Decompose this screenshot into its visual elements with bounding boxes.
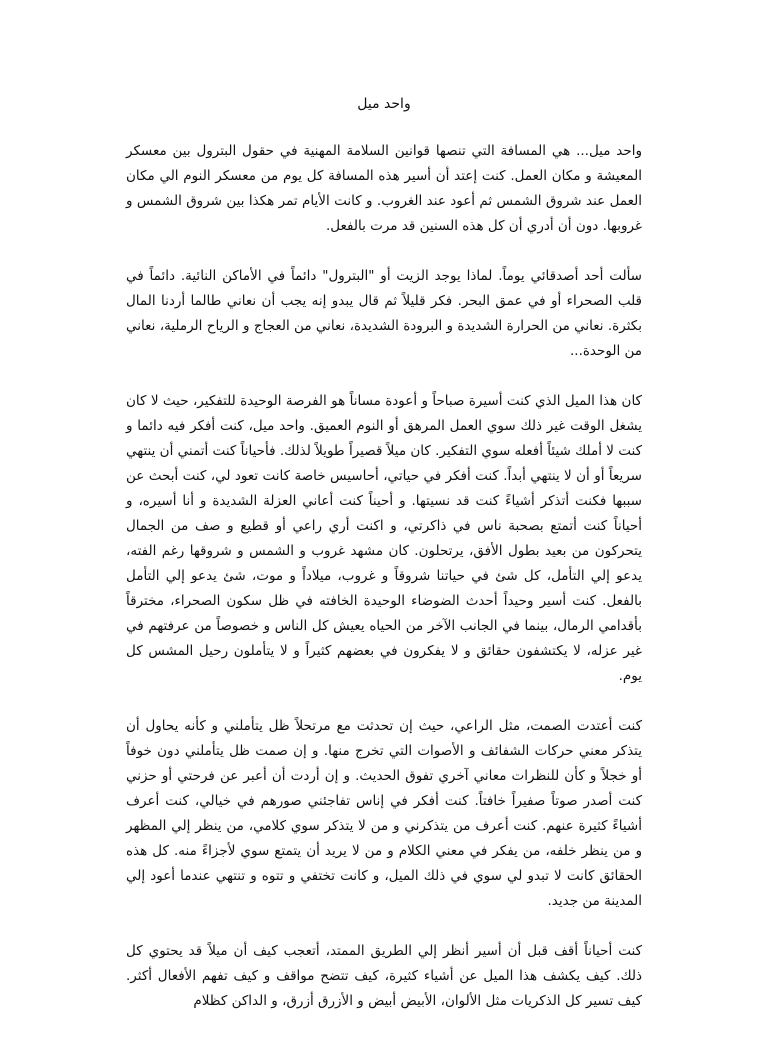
paragraph-3: كان هذا الميل الذي كنت أسيرة صباحاً و أعودة مساناً هو الفرصة الوحيدة للتفكير، حيث لا كان يشغل الوقت غير ذلك سوي العمل المرهق أو النوم العميق. واحد ميل، كنت أفكر فيه دائما و كنت لا أملك شيئاً أفعله سوي التفكير. كان ميلاً قصيراً طويلاً لذلك. فأحياناً كنت أتمني أن ينتهي سريعاً أو أن لا ينتهي أبداً. كنت أفكر في حياتي، أحاسيس خاصة كانت تعود لي، كنت أبحث عن سببها فكنت أتذكر أشياءً كنت قد نسيتها. و أحيناً كنت أعاني العزلة الشديدة و أنا أسيره، و أحياناً كنت أتمتع بصحبة ناس في ذاكرتي، و اكنت أري راعي أو قطيع و صف من الجمال يتحركون من بعيد بطول الأفق، يرتحلون. كان مشهد غروب و الشمس و شروقها رغم الفته، يدعو إلي التأمل، كل شئ في حياتنا شروقاً و غروب، ميلاداً و موت، شئ يدعو إلي التأمل بالفعل. كنت أسير وحيداً أحدث الضوضاء الوحيدة الخافته في ظل سكون الصحراء، مخترقاً بأقدامي الرمال، بينما في الجانب الآخر من الحياه يعيش كل الناس و خصوصاً من عرفتهم في غير عزله، لا يكتشفون حقائق و لا يفكرون في بعضهم كثيراً و لا يتأملون رحيل المشس كل يوم. <box>126 393 642 684</box>
paragraph-4: كنت أعتدت الصمت، مثل الراعي، حيث إن تحدثت مع مرتحلاً ظل يتأملني و كأنه يحاول أن يتذكر معني حركات الشفائف و الأصوات التي تخرج منها. و إن صمت ظل يتأملني دون خوفاً أو خجلاً و كأن للنظرات معاني آخري تفوق الحديث. و إن أردت أن أعبر عن فرحتي أو حزني كنت أصدر صوتاً صفيراً خافتاً. كنت أفكر في إناس تفاجئني صورهم في خيالي، كنت أعرف أشياءً كثيرة عنهم. كنت أعرف من يتذكرني و من لا يتذكر سوي كلامي، من ينظر إلي المظهر و من ينظر خلفه، من يفكر في معني الكلام و من لا يريد أن يتمتع سوي لأجزاءً منه. كل هذه الحقائق كانت لا تبدو لي سوي في ذلك الميل، و كانت تختفي و تتوه و تنتهي عندما أعود إلي المدينة من جديد. <box>126 718 642 909</box>
paragraph-5: كنت أحياناً أقف قبل أن أسير أنظر إلي الطريق الممتد، أتعجب كيف أن ميلاً قد يحتوي كل ذلك. كيف يكشف هذا الميل عن أشياء كثيرة، كيف تتضح مواقف و كيف تفهم الأفعال أكثر. كيف تسير كل الذكريات مثل الألوان، الأبيض أبيض و الأزرق أزرق، و الداكن كظلام <box>126 943 642 1009</box>
document-title: واحد ميل <box>357 96 411 112</box>
paragraph-1: واحد ميل... هي المسافة التي تنصها قوانين السلامة المهنية في حقول البترول بين معسكر المعيشة و مكان العمل. كنت إعتد أن أسير هذه المسافة كل يوم من معسكر النوم الي مكان العمل عند شروق الشمس ثم أعود عند الغروب. و كانت الأيام تمر هكذا بين شروق الشمس و غروبها. دون أن أدري أن كل هذه السنين قد مرت بالفعل. <box>126 143 642 234</box>
document-page <box>126 94 642 1039</box>
paragraph-2: سألت أحد أصدقائي يوماً. لماذا يوجد الزيت أو "البترول" دائماً في الأماكن النائية. دائماً في قلب الصحراء أو في عمق البحر. فكر قليلاً ثم قال يبدو إنه يجب أن نعاني طالما أردنا المال بكثرة. نعاني من الحرارة الشديدة و البرودة الشديدة، نعاني من العجاج و الرياح الرملية، نعاني من الوحدة... <box>126 268 642 359</box>
